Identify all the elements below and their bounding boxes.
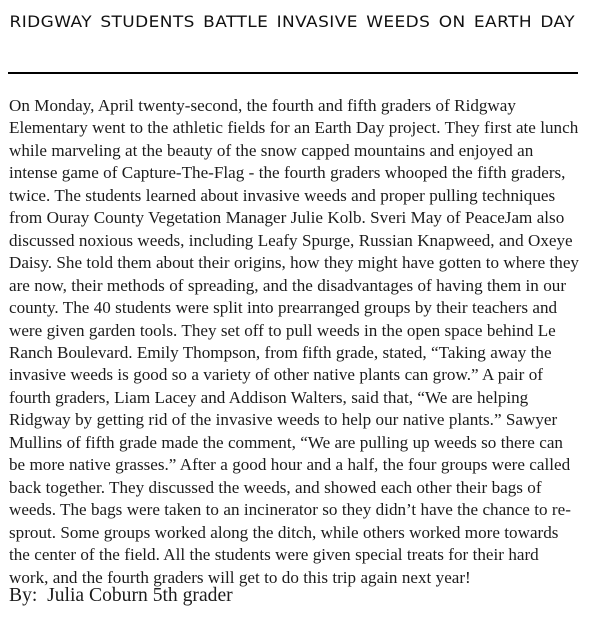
page-title: ridgway students battle invasive weeds on earth day bbox=[9, 5, 576, 33]
body-paragraph: On Monday, April twenty-second, the fourth and fifth graders of Ridgway Elementary went to the athletic fields for an Earth Day project. They first ate lunch while marveling at the beauty of the snow capped mountains and enjoyed an intense game of Capture-The-Flag - the fourth graders whooped the fifth graders, twice. The students learned about invasive weeds and proper pulling techniques from Ouray County Vegetation Manager Julie Kolb. Sveri May of PeaceJam also discussed noxious weeds, including Leafy Spurge, Russian Knapweed, and Oxeye Daisy. She told them about their origins, how they might have gotten to where they are now, their methods of spreading, and the disadvantages of having them in our county. The 40 students were split into prearranged groups by their teachers and were given garden tools. They set off to pull weeds in the open space behind Le Ranch Boulevard. Emily Thompson, from fifth grade, stated, “Taking away the invasive weeds is good so a variety of other native plants can grow.” A pair of fourth graders, Liam Lacey and Addison Walters, said that, “We are helping Ridgway by getting rid of the invasive weeds to help our native plants.” Sawyer Mullins of fifth grade made the comment, “We are pulling up weeds so there can be more native grasses.” After a good hour and a half, the four groups were called back together. They discussed the weeds, and showed each other their bags of weeds. The bags were taken to an incinerator so they didn’t have the chance to re-sprout. Some groups worked along the ditch, while others worked more towards the center of the field. All the students were given special treats for their hard work, and the fourth graders will get to do this trip again next year! bbox=[9, 96, 579, 587]
article-body bbox=[9, 95, 580, 589]
byline: By: Julia Coburn 5th grader bbox=[9, 585, 233, 606]
title-divider-rule bbox=[8, 72, 578, 74]
